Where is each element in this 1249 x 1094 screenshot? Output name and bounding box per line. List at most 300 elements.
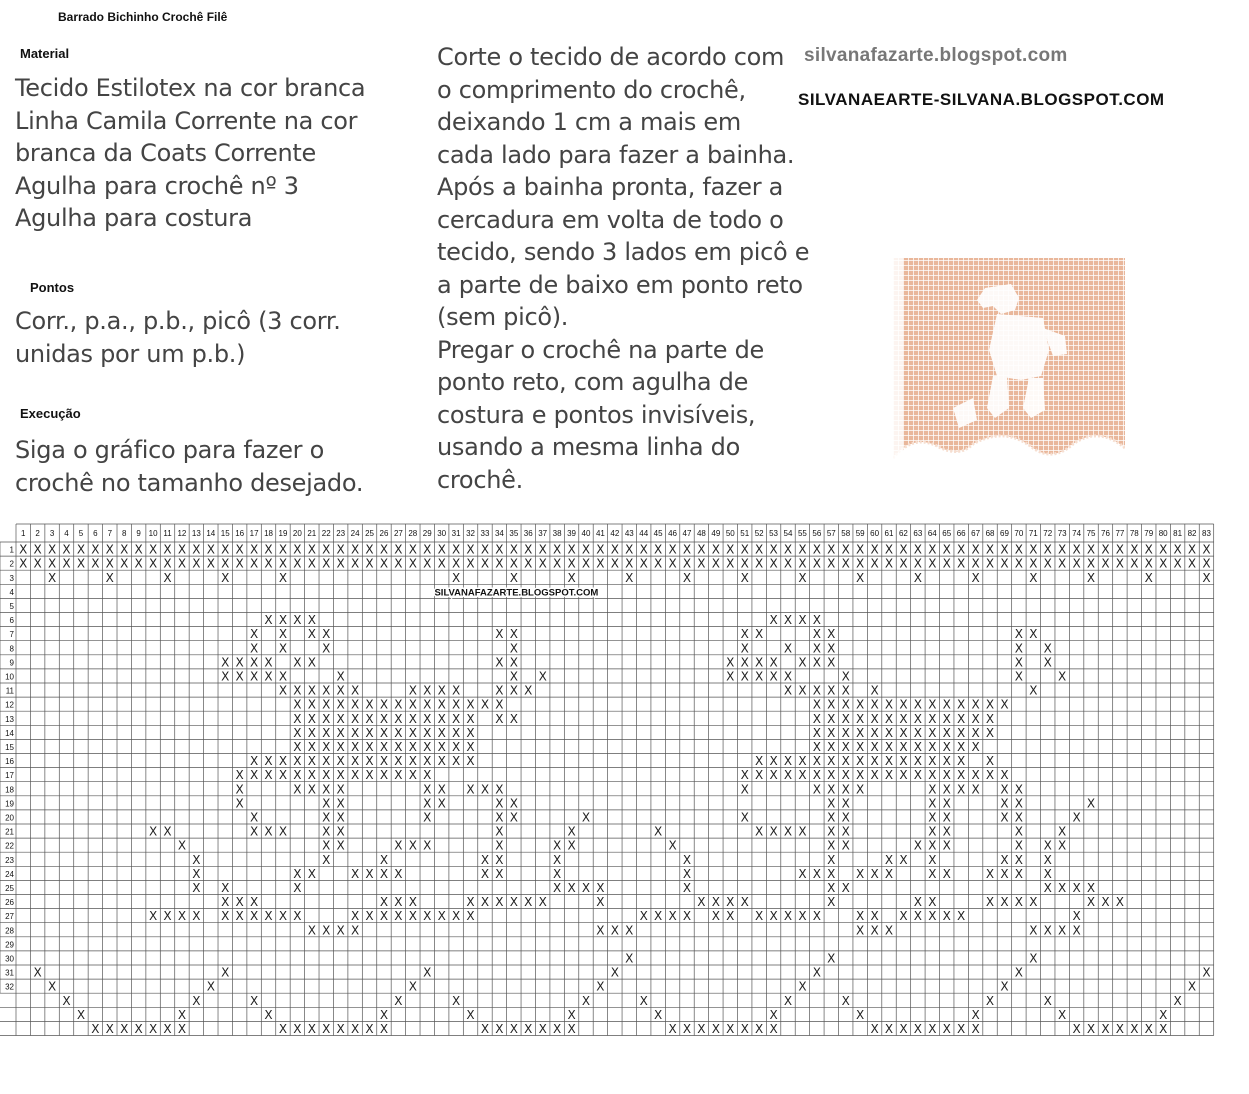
- chart-cell-mark: X: [293, 542, 302, 557]
- crochet-sample-photo: [893, 258, 1125, 481]
- chart-cell-mark: X: [495, 782, 504, 797]
- chart-cell-mark: X: [726, 1022, 735, 1036]
- row-label: 11: [5, 686, 14, 696]
- chart-cell-mark: X: [827, 683, 836, 698]
- row-label: 4: [9, 587, 14, 597]
- chart-cell-mark: X: [293, 683, 302, 698]
- chart-cell-mark: X: [221, 655, 230, 670]
- chart-cell-mark: X: [841, 768, 850, 783]
- chart-cell-mark: X: [206, 556, 215, 571]
- chart-cell-mark: X: [1101, 1022, 1110, 1036]
- chart-cell-mark: X: [1072, 909, 1081, 924]
- chart-cell-mark: X: [235, 669, 244, 684]
- chart-cell-mark: X: [971, 697, 980, 712]
- chart-cell-mark: X: [47, 570, 57, 585]
- chart-cell-mark: X: [293, 740, 302, 754]
- column-label: 37: [538, 529, 548, 538]
- chart-cell-mark: X: [221, 669, 230, 684]
- chart-cell-mark: X: [942, 542, 951, 557]
- column-label: 52: [754, 529, 764, 538]
- material-line: branca da Coats Corrente: [15, 139, 316, 167]
- chart-cell-mark: X: [783, 768, 793, 783]
- chart-cell-mark: X: [264, 655, 273, 670]
- chart-cell-mark: X: [408, 725, 417, 740]
- chart-cell-mark: X: [942, 824, 951, 839]
- chart-cell-mark: X: [928, 556, 937, 571]
- chart-cell-mark: X: [365, 711, 374, 726]
- chart-cell-mark: X: [1144, 570, 1153, 585]
- instruction-line: cercadura em volta de todo o: [437, 205, 784, 234]
- chart-cell-mark: X: [942, 711, 951, 726]
- chart-cell-mark: X: [884, 740, 894, 754]
- chart-cell-mark: X: [134, 556, 143, 571]
- chart-cell-mark: X: [451, 909, 461, 924]
- row-label: 21: [5, 827, 14, 837]
- chart-cell-mark: X: [913, 711, 922, 726]
- chart-cell-mark: X: [322, 683, 331, 698]
- chart-cell-mark: X: [755, 627, 764, 642]
- chart-cell-mark: X: [509, 570, 518, 585]
- chart-cell-mark: X: [1072, 556, 1081, 571]
- chart-cell-mark: X: [567, 838, 576, 853]
- chart-cell-mark: X: [985, 542, 995, 557]
- chart-cell-mark: X: [249, 655, 259, 670]
- chart-cell-mark: X: [1029, 951, 1038, 966]
- chart-cell-mark: X: [899, 909, 908, 924]
- chart-cell-mark: X: [495, 866, 504, 881]
- chart-cell-mark: X: [553, 838, 562, 853]
- chart-cell-mark: X: [221, 881, 230, 895]
- chart-cell-mark: X: [105, 1022, 114, 1036]
- chart-cell-mark: X: [812, 909, 821, 924]
- chart-cell-mark: X: [293, 866, 302, 881]
- chart-cell-mark: X: [798, 613, 807, 628]
- material-line: Tecido Estilotex na cor branca: [15, 74, 366, 102]
- chart-cell-mark: X: [769, 1007, 778, 1022]
- chart-cell-mark: X: [827, 641, 836, 656]
- chart-cell-mark: X: [755, 768, 764, 783]
- chart-cell-mark: X: [1014, 796, 1024, 811]
- chart-cell-mark: X: [841, 683, 850, 698]
- column-label: 27: [393, 529, 403, 538]
- chart-cell-mark: X: [307, 697, 316, 712]
- chart-cell-mark: X: [856, 1007, 865, 1022]
- chart-cell-mark: X: [350, 866, 360, 881]
- chart-cell-mark: X: [350, 711, 360, 726]
- chart-cell-mark: X: [841, 796, 850, 811]
- chart-cell-mark: X: [206, 542, 215, 557]
- chart-cell-mark: X: [221, 542, 230, 557]
- chart-cell-mark: X: [928, 909, 937, 924]
- chart-cell-mark: X: [322, 697, 331, 712]
- instruction-line: deixando 1 cm a mais em: [437, 108, 741, 136]
- chart-cell-mark: X: [379, 725, 389, 740]
- row-label: 29: [5, 940, 14, 950]
- chart-cell-mark: X: [423, 782, 432, 797]
- chart-cell-mark: X: [62, 993, 71, 1008]
- chart-cell-mark: X: [394, 838, 403, 853]
- chart-cell-mark: X: [1000, 768, 1009, 783]
- chart-cell-mark: X: [379, 740, 389, 754]
- chart-cell-mark: X: [928, 824, 937, 839]
- chart-cell-mark: X: [466, 556, 475, 571]
- chart-cell-mark: X: [307, 782, 316, 797]
- chart-cell-mark: X: [466, 697, 475, 712]
- chart-cell-mark: X: [798, 768, 807, 783]
- chart-cell-mark: X: [1000, 895, 1009, 910]
- chart-cell-mark: X: [394, 725, 403, 740]
- chart-cell-mark: X: [538, 556, 547, 571]
- chart-cell-mark: X: [1072, 923, 1081, 938]
- row-label: 2: [9, 559, 14, 569]
- column-label: 25: [365, 529, 374, 538]
- chart-cell-mark: X: [423, 725, 432, 740]
- chart-cell-mark: X: [928, 542, 937, 557]
- chart-cell-mark: X: [1014, 641, 1024, 656]
- chart-cell-mark: X: [985, 697, 995, 712]
- chart-cell-mark: X: [1029, 683, 1038, 698]
- chart-cell-mark: X: [985, 725, 995, 740]
- chart-cell-mark: X: [120, 542, 129, 557]
- chart-cell-mark: X: [726, 655, 735, 670]
- chart-cell-mark: X: [336, 683, 345, 698]
- chart-cell-mark: X: [856, 866, 865, 881]
- column-label: 56: [812, 529, 822, 538]
- chart-cell-mark: X: [480, 852, 490, 867]
- chart-cell-mark: X: [495, 852, 504, 867]
- chart-cell-mark: X: [91, 1022, 100, 1036]
- chart-cell-mark: X: [1000, 979, 1009, 994]
- chart-cell-mark: X: [293, 711, 302, 726]
- column-label: 44: [639, 529, 649, 538]
- chart-cell-mark: X: [336, 768, 345, 783]
- chart-cell-mark: X: [913, 542, 922, 557]
- chart-cell-mark: X: [322, 824, 331, 839]
- chart-cell-mark: X: [740, 1022, 749, 1036]
- column-label: 33: [480, 529, 490, 538]
- chart-cell-mark: X: [654, 542, 663, 557]
- chart-cell-mark: X: [596, 556, 605, 571]
- chart-cell-mark: X: [856, 556, 865, 571]
- chart-cell-mark: X: [668, 542, 677, 557]
- chart-cell-mark: X: [1086, 796, 1096, 811]
- chart-cell-mark: X: [1043, 881, 1052, 895]
- chart-cell-mark: X: [913, 895, 922, 910]
- chart-cell-mark: X: [1202, 542, 1211, 557]
- chart-cell-mark: X: [350, 542, 360, 557]
- chart-cell-mark: X: [971, 570, 980, 585]
- chart-cell-mark: X: [899, 556, 908, 571]
- chart-cell-mark: X: [985, 768, 995, 783]
- chart-cell-mark: X: [495, 683, 504, 698]
- chart-cell-mark: X: [827, 556, 836, 571]
- chart-cell-mark: X: [235, 655, 244, 670]
- chart-cell-mark: X: [408, 838, 417, 853]
- chart-cell-mark: X: [192, 909, 201, 924]
- chart-cell-mark: X: [336, 810, 345, 825]
- row-label: 32: [5, 982, 14, 992]
- chart-cell-mark: X: [437, 782, 446, 797]
- chart-cell-mark: X: [884, 711, 894, 726]
- document-title: Barrado Bichinho Crochê Filê: [58, 10, 228, 24]
- chart-cell-mark: X: [192, 993, 201, 1008]
- column-label: 31: [451, 529, 461, 538]
- chart-cell-mark: X: [423, 965, 432, 980]
- column-label: 55: [797, 529, 807, 538]
- chart-cell-mark: X: [466, 754, 475, 769]
- chart-cell-mark: X: [163, 1022, 172, 1036]
- chart-cell-mark: X: [394, 556, 403, 571]
- chart-cell-mark: X: [437, 711, 446, 726]
- row-label: 10: [5, 672, 14, 682]
- chart-cell-mark: X: [985, 711, 995, 726]
- chart-cell-mark: X: [668, 838, 677, 853]
- chart-cell-mark: X: [884, 923, 894, 938]
- chart-cell-mark: X: [841, 810, 850, 825]
- chart-cell-mark: X: [1159, 542, 1168, 557]
- chart-cell-mark: X: [322, 796, 331, 811]
- chart-cell-mark: X: [827, 895, 836, 910]
- chart-cell-mark: X: [336, 669, 345, 684]
- chart-cell-mark: X: [870, 923, 879, 938]
- chart-cell-mark: X: [365, 909, 374, 924]
- chart-cell-mark: X: [538, 669, 547, 684]
- chart-cell-mark: X: [769, 655, 778, 670]
- blog-url-secondary: SILVANAEARTE-SILVANA.BLOGSPOT.COM: [798, 90, 1165, 109]
- chart-cell-mark: X: [1029, 570, 1038, 585]
- chart-cell-mark: X: [755, 754, 764, 769]
- chart-cell-mark: X: [870, 542, 879, 557]
- chart-cell-mark: X: [379, 754, 389, 769]
- row-label: 30: [5, 954, 14, 964]
- chart-cell-mark: X: [466, 542, 475, 557]
- row-label: 17: [5, 771, 14, 781]
- chart-cell-mark: X: [1159, 556, 1168, 571]
- chart-cell-mark: X: [437, 697, 446, 712]
- chart-cell-mark: X: [1000, 782, 1009, 797]
- column-label: 76: [1101, 529, 1110, 538]
- chart-cell-mark: X: [553, 866, 562, 881]
- chart-cell-mark: X: [134, 1022, 143, 1036]
- chart-cell-mark: X: [394, 740, 403, 754]
- chart-cell-mark: X: [971, 782, 980, 797]
- chart-cell-mark: X: [625, 556, 634, 571]
- column-label: 16: [235, 529, 245, 538]
- chart-cell-mark: X: [913, 570, 922, 585]
- column-label: 28: [408, 529, 418, 538]
- chart-cell-mark: X: [639, 909, 648, 924]
- column-label: 75: [1086, 529, 1096, 538]
- chart-cell-mark: X: [783, 993, 793, 1008]
- chart-cell-mark: X: [827, 881, 836, 895]
- row-label: 22: [5, 841, 14, 851]
- instruction-line: a parte de baixo em ponto reto: [437, 270, 803, 299]
- chart-cell-mark: X: [567, 881, 576, 895]
- chart-cell-mark: X: [928, 754, 937, 769]
- chart-cell-mark: X: [769, 754, 778, 769]
- chart-cell-mark: X: [235, 556, 244, 571]
- chart-cell-mark: X: [249, 810, 259, 825]
- chart-cell-mark: X: [322, 641, 331, 656]
- column-label: 26: [379, 529, 389, 538]
- chart-cell-mark: X: [394, 866, 403, 881]
- chart-cell-mark: X: [451, 570, 461, 585]
- column-label: 15: [220, 529, 230, 538]
- execucao-text: [15, 434, 363, 499]
- chart-cell-mark: X: [1130, 1022, 1139, 1036]
- chart-cell-mark: X: [870, 1022, 879, 1036]
- chart-cell-mark: X: [798, 866, 807, 881]
- column-label: 51: [740, 529, 750, 538]
- chart-cell-mark: X: [278, 824, 288, 839]
- chart-cell-mark: X: [928, 796, 937, 811]
- row-label: 13: [5, 714, 14, 724]
- chart-cell-mark: X: [567, 556, 576, 571]
- chart-cell-mark: X: [870, 909, 879, 924]
- row-label: 8: [9, 644, 14, 654]
- chart-cell-mark: X: [423, 838, 432, 853]
- chart-cell-mark: X: [1115, 895, 1125, 910]
- chart-cell-mark: X: [884, 1022, 894, 1036]
- chart-cell-mark: X: [957, 542, 966, 557]
- chart-cell-mark: X: [1173, 542, 1182, 557]
- chart-cell-mark: X: [278, 641, 288, 656]
- chart-cell-mark: X: [581, 542, 591, 557]
- chart-cell-mark: X: [1072, 1022, 1081, 1036]
- chart-cell-mark: X: [336, 923, 345, 938]
- chart-cell-mark: X: [278, 909, 288, 924]
- chart-cell-mark: X: [105, 542, 114, 557]
- chart-cell-mark: X: [610, 923, 619, 938]
- chart-cell-mark: X: [928, 711, 937, 726]
- chart-cell-mark: X: [235, 782, 244, 797]
- row-label: 18: [5, 785, 14, 795]
- chart-cell-mark: X: [1000, 852, 1009, 867]
- chart-cell-mark: X: [379, 852, 389, 867]
- row-label: 9: [9, 658, 14, 668]
- chart-cell-mark: X: [755, 556, 764, 571]
- chart-cell-mark: X: [827, 768, 836, 783]
- chart-cell-mark: X: [192, 852, 201, 867]
- column-label: 36: [523, 529, 533, 538]
- pontos-line: unidas por um p.b.): [15, 339, 246, 368]
- chart-cell-mark: X: [711, 556, 720, 571]
- chart-cell-mark: X: [1014, 866, 1024, 881]
- chart-cell-mark: X: [466, 909, 475, 924]
- chart-cell-mark: X: [350, 683, 360, 698]
- chart-cell-mark: X: [437, 683, 446, 698]
- chart-cell-mark: X: [870, 866, 879, 881]
- chart-cell-mark: X: [870, 711, 879, 726]
- chart-cell-mark: X: [841, 881, 850, 895]
- chart-cell-mark: X: [307, 613, 316, 628]
- chart-cell-mark: X: [177, 556, 187, 571]
- chart-cell-mark: X: [827, 852, 836, 867]
- column-label: 64: [927, 529, 937, 538]
- chart-cell-mark: X: [1144, 542, 1153, 557]
- chart-cell-mark: X: [870, 683, 879, 698]
- chart-cell-mark: X: [957, 556, 966, 571]
- chart-cell-mark: X: [812, 725, 821, 740]
- chart-cell-mark: X: [884, 725, 894, 740]
- column-label: 46: [668, 529, 678, 538]
- chart-cell-mark: X: [971, 1007, 980, 1022]
- chart-cell-mark: X: [827, 824, 836, 839]
- chart-cell-mark: X: [509, 711, 518, 726]
- chart-cell-mark: X: [307, 725, 316, 740]
- chart-cell-mark: X: [177, 909, 187, 924]
- chart-cell-mark: X: [177, 542, 187, 557]
- chart-cell-mark: X: [884, 542, 894, 557]
- chart-cell-mark: X: [480, 556, 490, 571]
- chart-cell-mark: X: [307, 740, 316, 754]
- chart-cell-mark: X: [812, 683, 821, 698]
- chart-cell-mark: X: [798, 542, 807, 557]
- chart-cell-mark: X: [957, 697, 966, 712]
- instruction-line: tecido, sendo 3 lados em picô e: [437, 238, 810, 266]
- column-label: 69: [1000, 529, 1009, 538]
- chart-cell-mark: X: [192, 542, 201, 557]
- chart-cell-mark: X: [379, 556, 389, 571]
- chart-cell-mark: X: [957, 725, 966, 740]
- chart-cell-mark: X: [827, 782, 836, 797]
- material-list: [15, 72, 365, 235]
- chart-cell-mark: X: [495, 697, 504, 712]
- chart-cell-mark: X: [1029, 923, 1038, 938]
- chart-cell-mark: X: [1086, 1022, 1096, 1036]
- chart-cell-mark: X: [91, 556, 100, 571]
- chart-cell-mark: X: [928, 740, 937, 754]
- chart-cell-mark: X: [769, 542, 778, 557]
- chart-cell-mark: X: [798, 824, 807, 839]
- chart-cell-mark: X: [711, 1022, 720, 1036]
- chart-cell-mark: X: [466, 711, 475, 726]
- chart-cell-mark: X: [249, 768, 259, 783]
- chart-cell-mark: X: [1187, 556, 1197, 571]
- chart-cell-mark: X: [1115, 1022, 1125, 1036]
- chart-cell-mark: X: [379, 1007, 389, 1022]
- instruction-line: (sem picô).: [437, 303, 569, 331]
- chart-cell-mark: X: [985, 866, 995, 881]
- chart-cell-mark: X: [957, 740, 966, 754]
- pontos-line: Corr., p.a., p.b., picô (3 corr.: [15, 307, 341, 335]
- chart-cell-mark: X: [1144, 556, 1153, 571]
- chart-cell-mark: X: [697, 895, 706, 910]
- instruction-line: ponto reto, com agulha de: [437, 368, 749, 396]
- column-label: 38: [552, 529, 562, 538]
- chart-cell-mark: X: [408, 895, 417, 910]
- chart-cell-mark: X: [553, 852, 562, 867]
- chart-cell-mark: X: [942, 1022, 951, 1036]
- chart-cell-mark: X: [1000, 697, 1009, 712]
- chart-cell-mark: X: [827, 740, 836, 754]
- column-label: 70: [1014, 529, 1024, 538]
- chart-cell-mark: X: [567, 570, 576, 585]
- chart-cell-mark: X: [1043, 866, 1052, 881]
- chart-cell-mark: X: [942, 697, 951, 712]
- column-label: 53: [769, 529, 779, 538]
- column-label: 22: [321, 529, 331, 538]
- chart-cell-mark: X: [293, 613, 302, 628]
- chart-cell-mark: X: [235, 909, 244, 924]
- chart-cell-mark: X: [856, 570, 865, 585]
- chart-cell-mark: X: [581, 993, 591, 1008]
- chart-cell-mark: X: [322, 838, 331, 853]
- chart-cell-mark: X: [884, 697, 894, 712]
- chart-cell-mark: X: [264, 909, 273, 924]
- instruction-line: Corte o tecido de acordo com: [437, 43, 785, 71]
- chart-cell-mark: X: [1173, 993, 1182, 1008]
